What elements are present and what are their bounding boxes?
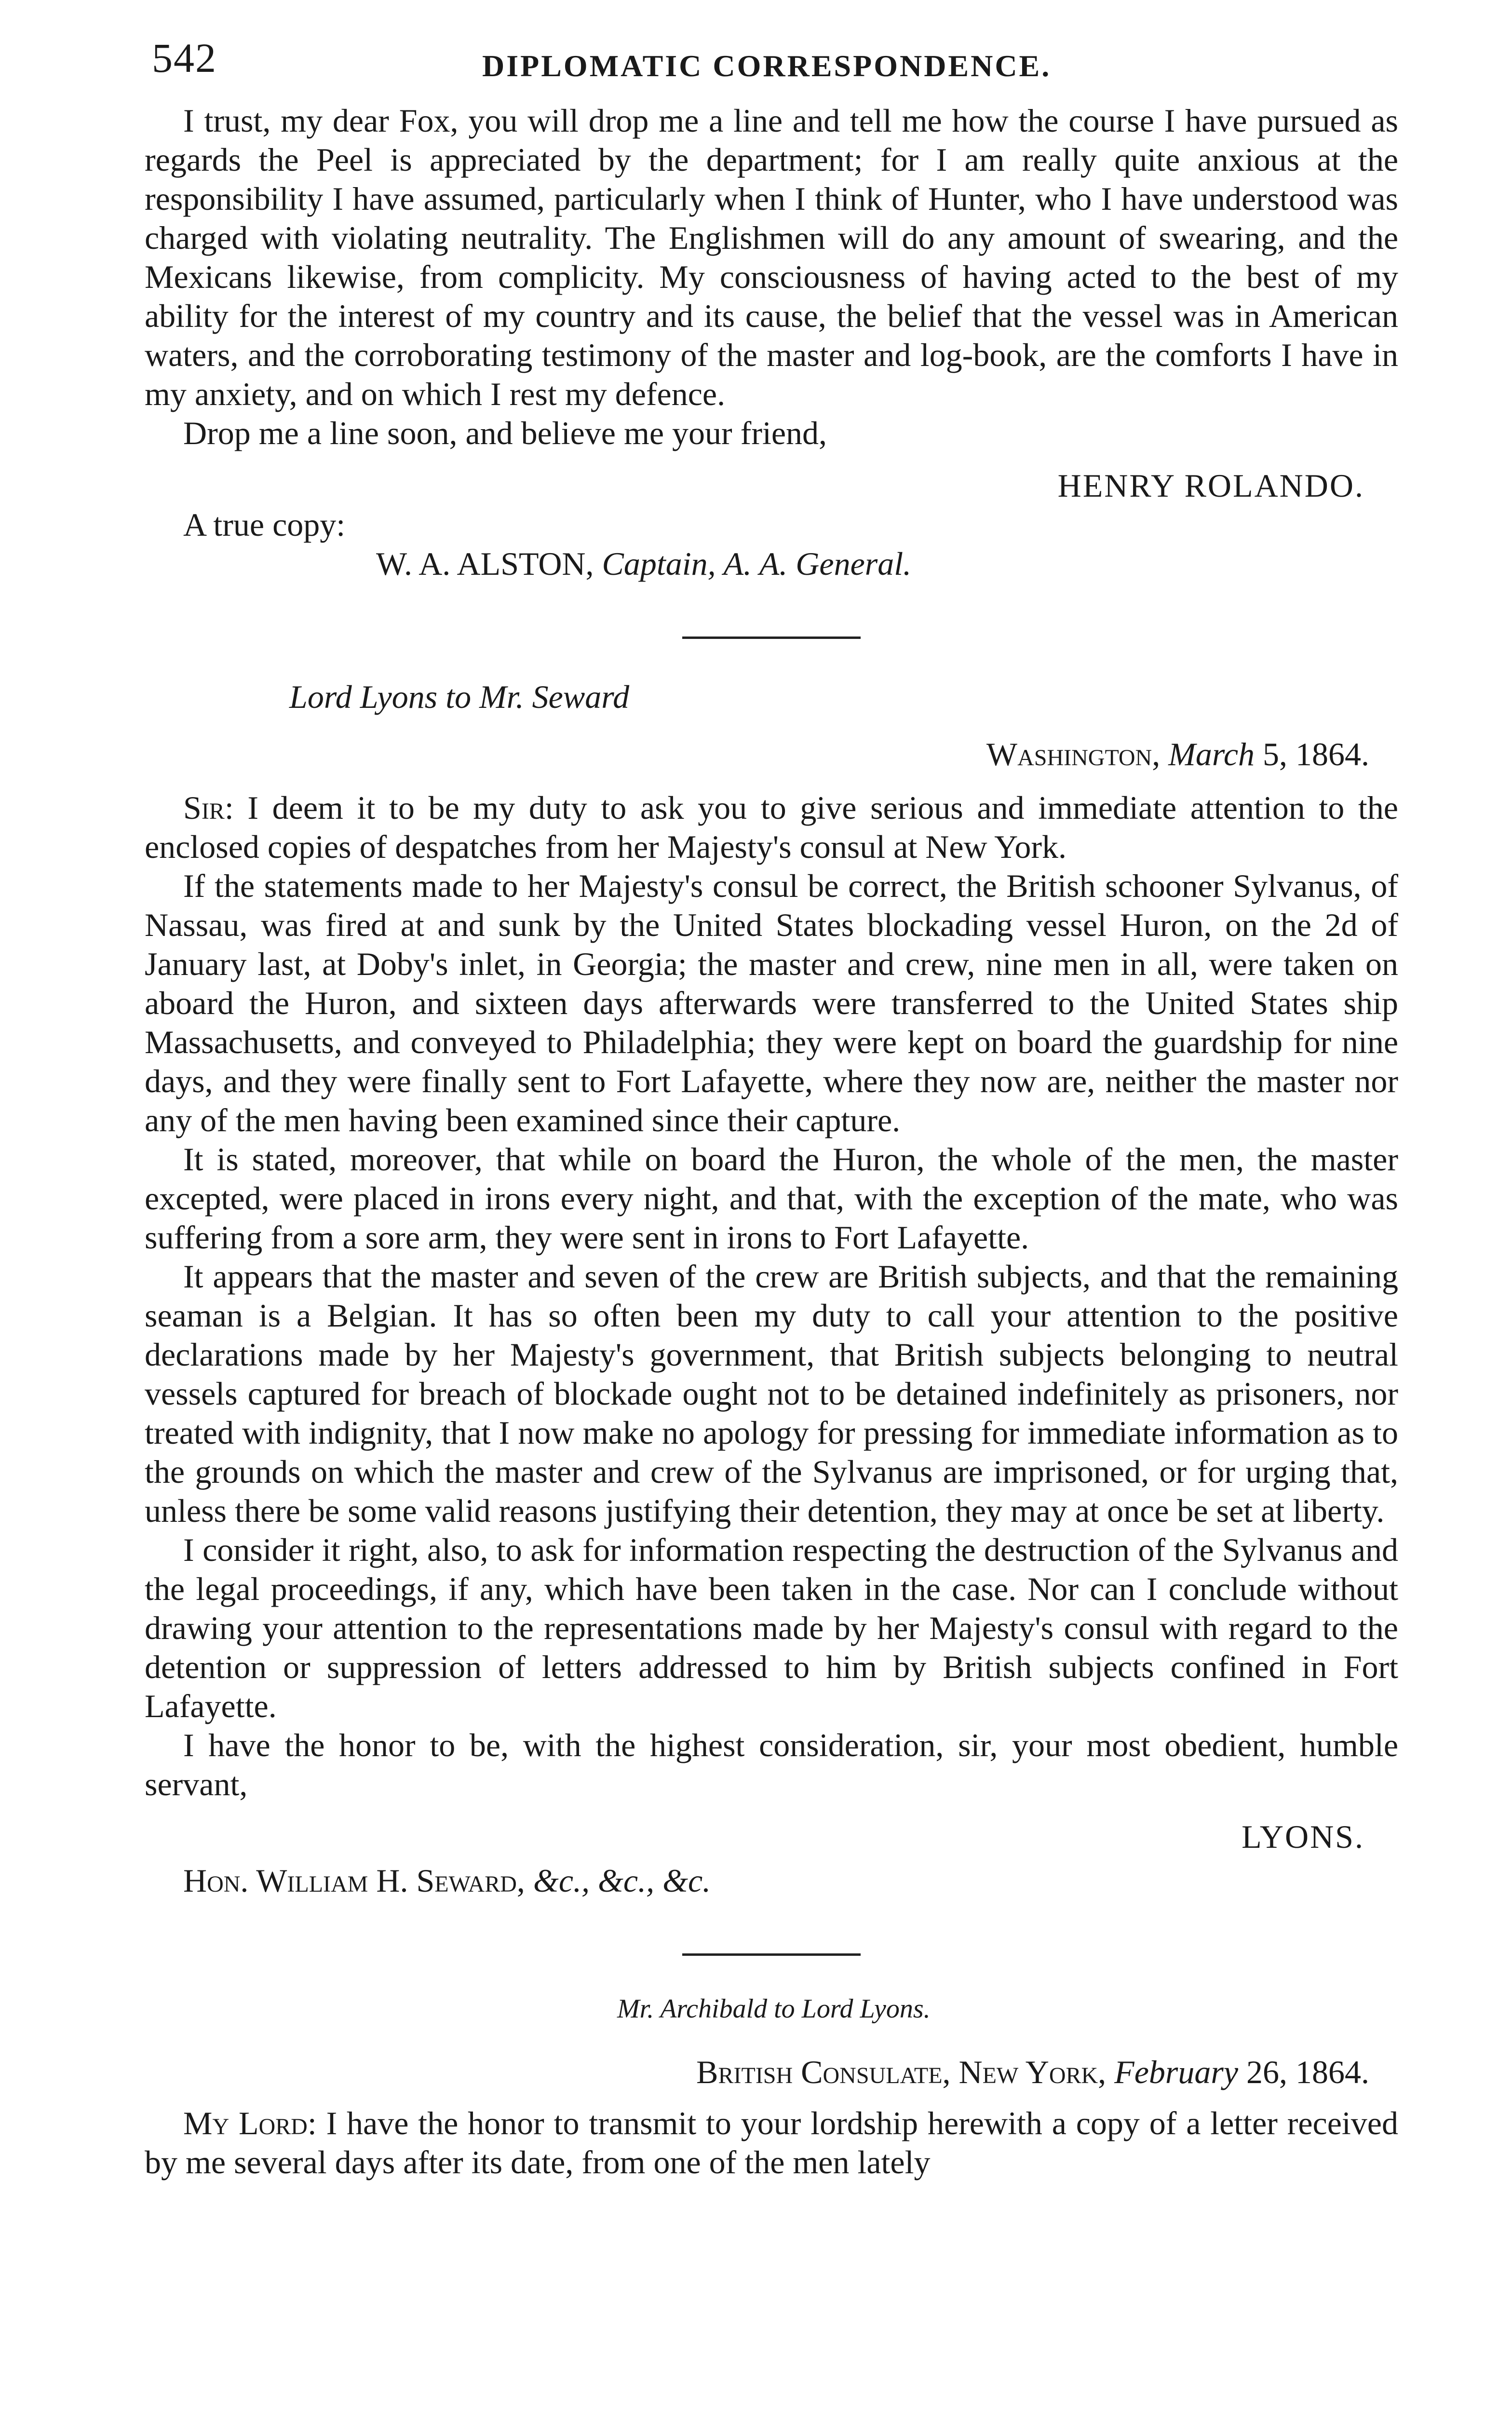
dateline-consulate: [145, 2053, 1369, 2092]
page-number: 542: [152, 35, 217, 81]
letter-heading-archibald: Mr. Archibald to Lord Lyons.: [617, 1994, 931, 2024]
addressee-name: Hon. William H. Seward,: [183, 1862, 525, 1899]
dateline-month: February: [1114, 2054, 1238, 2090]
true-copy-label: A true copy:: [183, 506, 346, 543]
paragraph-text: : I deem it to be my duty to ask you to give serious and immediate attention to the enclosed copies of despatches from her Majesty's consul at New York.: [145, 789, 1398, 865]
dateline-day-year: 5, 1864.: [1263, 736, 1369, 772]
paragraph: If the statements made to her Majesty's consul be correct, the British schooner Sylvanus, of Nassau, was fired at and sunk by the United States blockading vessel Huron, on the 2d of January last, at Doby's inlet, in Georgia; the master and crew, nine men in all, were taken on aboard the Huron, and sixteen days afterwards were transferred to the United States ship Massachusetts, and conveyed to Philadelphia; they were kept on board the guardship for nine days, and they were finally sent to Fort Lafayette, where they now are, neither the master nor any of the men having been examined since their capture.: [145, 867, 1398, 1138]
page-header: [145, 29, 1398, 101]
letter-archibald: [145, 2104, 1398, 2182]
dateline-place: British Consulate, New York,: [696, 2054, 1107, 2090]
document-page: [145, 29, 1398, 2411]
letter-lyons: [145, 788, 1398, 1804]
salutation: Sir: [183, 789, 225, 826]
section-divider: [682, 1953, 861, 1956]
paragraph: I have the honor to be, with the highest consideration, sir, your most obedient, humble servant,: [145, 1727, 1398, 1802]
salutation: My Lord: [183, 2105, 308, 2141]
paragraph-text: : I have the honor to transmit to your lordship herewith a copy of a letter received by me several days after its date, from one of the men lately: [145, 2105, 1398, 2181]
copy-signature: [376, 544, 1398, 583]
signature-lyons: LYONS.: [1242, 1818, 1364, 1855]
paragraph: I trust, my dear Fox, you will drop me a line and tell me how the course I have pursued as regards the Peel is appreciated by the department; for I am really quite anxious at the responsibility I have assumed, particularly when I think of Hunter, who I have understood was charged with violating neutrality. The Englishmen will do any amount of swearing, and the Mexicans likewise, from complicity. My consciousness of having acted to the best of my ability for the interest of my country and its cause, the belief that the vessel was in American waters, and the corroborating testimony of the master and log-book, are the comforts I have in my anxiety, and on which I rest my defence.: [145, 102, 1398, 412]
signature-rolando: HENRY ROLANDO.: [1057, 467, 1364, 504]
dateline-place: Washington,: [986, 736, 1161, 772]
paragraph: I consider it right, also, to ask for information respecting the destruction of the Sylvanus and the legal proceedings, if any, which have been taken in the case. Nor can I conclude without drawing your attention to the representations made by her Majesty's consul with regard to the detention or suppression of letters addressed to him by British subjects confined in Fort Lafayette.: [145, 1531, 1398, 1724]
addressee: [183, 1861, 1398, 1900]
dateline-month: March: [1168, 736, 1255, 772]
section-divider: [682, 637, 861, 639]
addressee-etc: &c., &c., &c.: [533, 1862, 711, 1899]
copy-signature-title: Captain, A. A. General.: [602, 545, 912, 582]
dateline-day-year: 26, 1864.: [1246, 2054, 1369, 2090]
paragraph: It appears that the master and seven of the crew are British subjects, and that the remaining seaman is a Belgian. It has so often been my duty to call your attention to the positive declarations made by her Majesty's government, that British subjects belonging to neutral vessels captured for breach of blockade ought not to be detained indefinitely as prisoners, nor treated with indignity, that I now make no apology for pressing for immediate information as to the grounds on which the master and crew of the Sylvanus are imprisoned, or for urging that, unless there be some valid reasons justifying their detention, they may at once be set at liberty.: [145, 1258, 1398, 1529]
copy-signature-name: W. A. ALSTON,: [376, 545, 594, 582]
paragraph-salutation: [145, 2104, 1398, 2182]
paragraph-salutation: [145, 788, 1398, 867]
running-head: DIPLOMATIC CORRESPONDENCE.: [482, 49, 1052, 83]
letter-rolando: [145, 101, 1398, 453]
dateline-washington: [145, 735, 1369, 774]
paragraph: Drop me a line soon, and believe me your friend,: [183, 415, 827, 451]
letter-heading-lyons: Lord Lyons to Mr. Seward: [289, 678, 630, 715]
paragraph: It is stated, moreover, that while on board the Huron, the whole of the men, the master excepted, were placed in irons every night, and that, with the exception of the mate, who was suffering from a sore arm, they were sent in irons to Fort Lafayette.: [145, 1141, 1398, 1256]
